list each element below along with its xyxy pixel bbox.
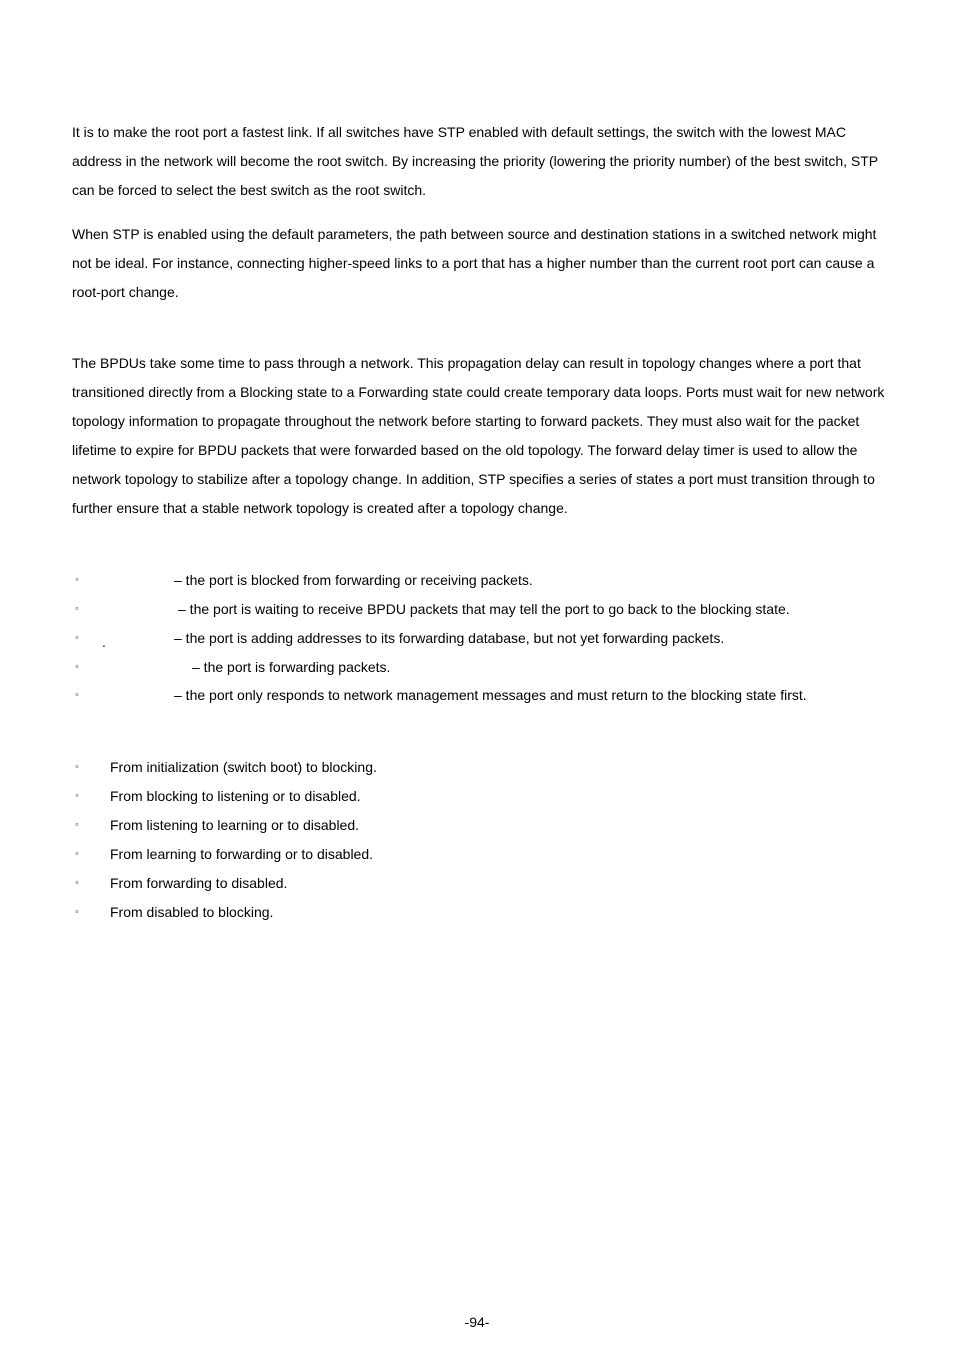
page-number: -94-: [464, 1314, 490, 1330]
paragraph-root-priority: It is to make the root port a fastest link. If all switches have STP enabled with default settings, the switch with the lowest MAC address in the network will become the root switch. By increasing the priority (lowering the priority number) of the best switch, STP can be forced to select the best switch as the root switch.: [72, 124, 878, 198]
transition-text: From disabled to blocking.: [110, 904, 274, 920]
bullet-icon: ◦: [75, 819, 79, 831]
port-state-disabled-desc: – the port only responds to network management messages and must return to the blocking state first.: [174, 687, 807, 703]
bullet-icon: ◦: [75, 790, 79, 802]
transition-text: From blocking to listening or to disabled.: [110, 788, 361, 804]
bullet-icon: ◦: [75, 574, 79, 586]
bullet-icon: ◦: [75, 661, 79, 673]
port-state-forwarding-desc: – the port is forwarding packets.: [192, 659, 391, 675]
port-state-listening-desc: – the port is waiting to receive BPDU packets that may tell the port to go back to the blocking state.: [178, 601, 790, 617]
port-state-learning-desc: – the port is adding addresses to its forwarding database, but not yet forwarding packets.: [174, 630, 725, 646]
transition-text: From learning to forwarding or to disabled.: [110, 846, 374, 862]
bullet-icon: ◦: [75, 877, 79, 889]
bullet-icon: ◦: [75, 603, 79, 615]
stray-dot: .: [102, 634, 106, 650]
bullet-icon: ◦: [75, 761, 79, 773]
transition-text: From listening to learning or to disabled.: [110, 817, 360, 833]
paragraph-default-path: When STP is enabled using the default parameters, the path between source and destination stations in a switched network might not be ideal. For instance, connecting higher-speed links to a port that has a higher number than the current root port can cause a root-port change.: [72, 226, 877, 300]
bullet-icon: ◦: [75, 632, 79, 644]
transition-text: From forwarding to disabled.: [110, 875, 288, 891]
bullet-icon: ◦: [75, 906, 79, 918]
bullet-icon: ◦: [75, 689, 79, 701]
paragraph-forward-delay: The BPDUs take some time to pass through a network. This propagation delay can result in topology changes where a port that transitioned directly from a Blocking state to a Forwarding state could create temporary data loops. Ports must wait for new network topology information to propagate throughout the network before starting to forward packets. They must also wait for the packet lifetime to expire for BPDU packets that were forwarded based on the old topology. The forward delay timer is used to allow the network topology to stabilize after a topology change. In addition, STP specifies a series of states a port must transition through to further ensure that a stable network topology is created after a topology change.: [72, 355, 885, 516]
port-state-blocking-desc: – the port is blocked from forwarding or receiving packets.: [174, 572, 533, 588]
bullet-icon: ◦: [75, 848, 79, 860]
transition-text: From initialization (switch boot) to blocking.: [110, 759, 377, 775]
